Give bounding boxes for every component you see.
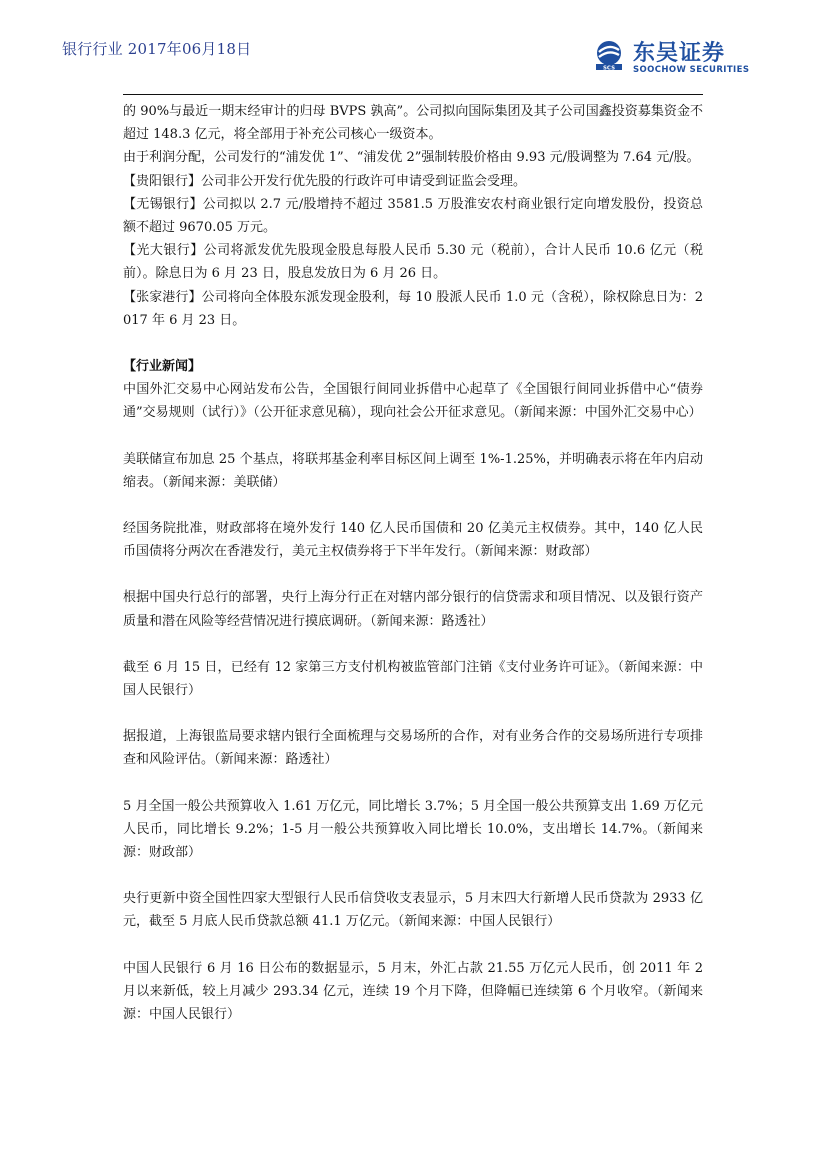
- logo-english-name: SOOCHOW SECURITIES: [633, 65, 750, 75]
- news-item: 截至 6 月 15 日，已经有 12 家第三方支付机构被监管部门注销《支付业务许可证》。（新闻来源：中国人民银行）: [123, 659, 703, 699]
- paragraph: 【无锡银行】公司拟以 2.7 元/股增持不超过 3581.5 万股淮安农村商业银行定向增发股份，投资总额不超过 9670.05 万元。: [123, 196, 703, 236]
- report-header-title: 银行行业 2017年06月18日: [62, 40, 252, 58]
- news-item: 中国外汇交易中心网站发布公告，全国银行间同业拆借中心起草了《全国银行间同业拆借中心“债券通”交易规则（试行）》（公开征求意见稿），现向社会公开征求意见。（新闻来源：中国外汇交易中心）: [123, 382, 703, 421]
- page-body: [123, 100, 703, 1026]
- news-item: 美联储宣布加息 25 个基点，将联邦基金利率目标区间上调至 1%-1.25%，并明确表示将在年内启动缩表。（新闻来源：美联储）: [123, 451, 703, 490]
- header-divider: [123, 94, 703, 95]
- paragraph: 由于利润分配，公司发行的“浦发优 1”、“浦发优 2”强制转股价格由 9.93 元/股调整为 7.64 元/股。: [123, 150, 700, 166]
- paragraph: 【张家港行】公司将向全体股东派发现金股利，每 10 股派人民币 1.0 元（含税），除权除息日为：2017 年 6 月 23 日。: [123, 289, 703, 328]
- news-item: 根据中国央行总行的部署，央行上海分行正在对辖内部分银行的信贷需求和项目情况、以及银行资产质量和潜在风险等经营情况进行摸底调研。（新闻来源：路透社）: [123, 590, 703, 629]
- logo-chinese-name: 东吴证券: [633, 41, 726, 66]
- paragraph: 的 90%与最近一期末经审计的归母 BVPS 孰高”。公司拟向国际集团及其子公司国鑫投资募集资金不超过 148.3 亿元，将全部用于补充公司核心一级资本。: [123, 104, 703, 143]
- company-logo: [593, 36, 763, 76]
- news-item: 据报道，上海银监局要求辖内银行全面梳理与交易场所的合作，对有业务合作的交易场所进行专项排查和风险评估。（新闻来源：路透社）: [123, 729, 703, 768]
- paragraph: 【光大银行】公司将派发优先股现金股息每股人民币 5.30 元（税前），合计人民币 10.6 亿元（税前）。除息日为 6 月 23 日，股息发放日为 6 月 26 日。: [123, 243, 703, 282]
- paragraph: 【贵阳银行】公司非公开发行优先股的行政许可申请受到证监会受理。: [123, 173, 527, 189]
- news-item: 5 月全国一般公共预算收入 1.61 万亿元，同比增长 3.7%；5 月全国一般公共预算支出 1.69 万亿元人民币，同比增长 9.2%；1-5 月一般公共预算收入同比增长 10.0%，支出增长 14.7%。（新闻来源：财政部）: [123, 798, 703, 861]
- news-item: 中国人民银行 6 月 16 日公布的数据显示，5 月末，外汇占款 21.55 万亿元人民币，创 2011 年 2 月以来新低，较上月减少 293.34 亿元，连续 19 个月下降，但降幅已连续第 6 个月收窄。（新闻来源：中国人民银行）: [123, 960, 703, 1023]
- logo-mark-text: SCS: [602, 65, 616, 71]
- news-item: 央行更新中资全国性四家大型银行人民币信贷收支表显示，5 月末四大行新增人民币贷款为 2933 亿元，截至 5 月底人民币贷款总额 41.1 万亿元。（新闻来源：中国人民银行）: [123, 891, 703, 930]
- news-item: 经国务院批准，财政部将在境外发行 140 亿人民币国债和 20 亿美元主权债券。其中，140 亿人民币国债将分两次在香港发行，美元主权债券将于下半年发行。（新闻来源：财政部）: [123, 521, 703, 560]
- soochow-logo-icon: [593, 39, 625, 71]
- section-heading-industry-news: 【行业新闻】: [123, 359, 202, 375]
